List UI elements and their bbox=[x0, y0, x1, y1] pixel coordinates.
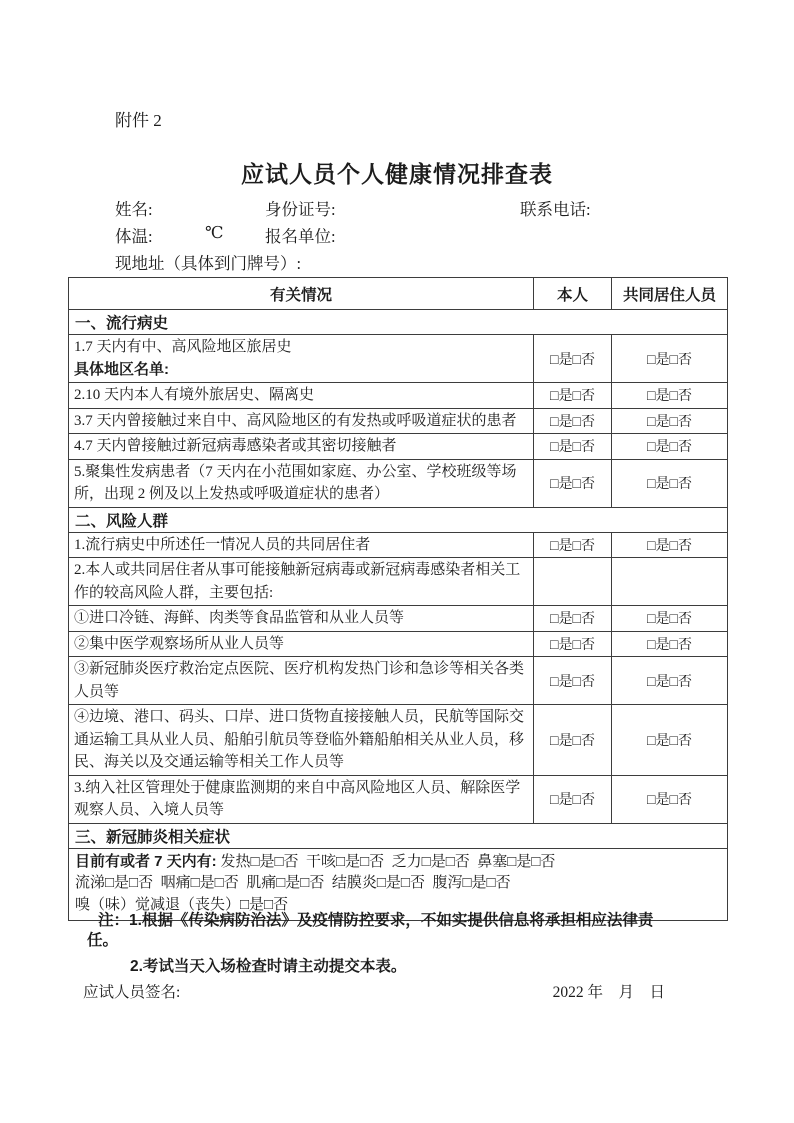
question-cell bbox=[69, 532, 534, 558]
question-row bbox=[69, 434, 728, 460]
question-row bbox=[69, 705, 728, 776]
signature-label: 应试人员签名: bbox=[83, 983, 181, 1001]
header-self: 本人 bbox=[534, 278, 612, 310]
question-row bbox=[69, 532, 728, 558]
question-subline-bold: 具体地区名单: bbox=[74, 360, 169, 378]
cohabitant-checkbox-cell bbox=[612, 558, 728, 606]
self-checkbox-cell bbox=[534, 558, 612, 606]
question-row bbox=[69, 408, 728, 434]
self-checkbox-cell: □是□否 bbox=[534, 775, 612, 823]
table-body bbox=[69, 310, 728, 921]
symptom-line: 嗅（味）觉减退（丧失）□是□否 bbox=[75, 897, 289, 913]
self-checkbox-cell: □是□否 bbox=[534, 383, 612, 409]
cohabitant-checkbox-cell: □是□否 bbox=[612, 532, 728, 558]
question-text: 5.聚集性发病患者（7 天内在小范围如家庭、办公室、学校班级等场所，出现 2 例及以上发热或呼吸道症状的患者） bbox=[74, 463, 517, 502]
id-number-label: 身份证号: bbox=[265, 200, 336, 219]
registration-unit-label: 报名单位: bbox=[265, 227, 336, 246]
symptoms-prefix: 目前有或者 7 天内有: bbox=[75, 852, 217, 870]
cohabitant-checkbox-cell: □是□否 bbox=[612, 383, 728, 409]
cohabitant-checkbox-cell: □是□否 bbox=[612, 408, 728, 434]
cohabitant-checkbox-cell: □是□否 bbox=[612, 606, 728, 632]
question-cell bbox=[69, 775, 534, 823]
question-text: ②集中医学观察场所从业人员等 bbox=[74, 635, 285, 652]
screening-table bbox=[68, 277, 728, 921]
question-row bbox=[69, 657, 728, 705]
question-text: 2.本人或共同居住者从事可能接触新冠病毒或新冠病毒感染者相关工作的较高风险人群，主要包括: bbox=[74, 562, 521, 601]
symptoms-row bbox=[69, 848, 728, 920]
cohabitant-checkbox-cell: □是□否 bbox=[612, 657, 728, 705]
name-label: 姓名: bbox=[115, 200, 153, 219]
address-label: 现地址（具体到门牌号）: bbox=[115, 254, 302, 273]
question-row bbox=[69, 383, 728, 409]
question-cell bbox=[69, 606, 534, 632]
symptom-line: 流涕□是□否 咽痛□是□否 肌痛□是□否 结膜炎□是□否 腹泻□是□否 bbox=[75, 875, 511, 892]
symptoms-cell bbox=[69, 848, 728, 920]
question-cell bbox=[69, 434, 534, 460]
date-text: 2022 年 月 日 bbox=[552, 983, 665, 1001]
question-text: 4.7 天内曾接触过新冠病毒感染者或其密切接触者 bbox=[74, 438, 397, 454]
footer-note-2: 2.考试当天入场检查时请主动提交本表。 bbox=[130, 957, 407, 975]
cohabitant-checkbox-cell: □是□否 bbox=[612, 434, 728, 460]
question-text: 2.10 天内本人有境外旅居史、隔离史 bbox=[74, 387, 315, 403]
temperature-unit: ℃ bbox=[205, 223, 224, 242]
question-row bbox=[69, 631, 728, 657]
signature-row bbox=[83, 980, 665, 1002]
section-heading: 二、风险人群 bbox=[69, 507, 728, 532]
section-row bbox=[69, 823, 728, 848]
cohabitant-checkbox-cell: □是□否 bbox=[612, 705, 728, 776]
self-checkbox-cell: □是□否 bbox=[534, 408, 612, 434]
question-cell bbox=[69, 558, 534, 606]
question-text: ①进口冷链、海鲜、肉类等食品监管和从业人员等 bbox=[74, 610, 405, 626]
section-row bbox=[69, 310, 728, 335]
cohabitant-checkbox-cell: □是□否 bbox=[612, 459, 728, 507]
question-text: 1.流行病史中所述任一情况人员的共同居住者 bbox=[74, 536, 371, 553]
applicant-info bbox=[115, 196, 755, 277]
question-text: 1.7 天内有中、高风险地区旅居史 bbox=[74, 339, 292, 355]
section-row bbox=[69, 507, 728, 532]
question-text: ④边境、港口、码头、口岸、进口货物直接接触人员，民航等国际交通运输工具从业人员、船舶引航员等登临外籍船舶相关从业人员，移民、海关以及交通运输等相关工作人员等 bbox=[74, 709, 525, 770]
info-row-3 bbox=[115, 250, 755, 277]
table-header-row bbox=[69, 278, 728, 310]
question-row bbox=[69, 775, 728, 823]
self-checkbox-cell: □是□否 bbox=[534, 606, 612, 632]
question-row bbox=[69, 459, 728, 507]
question-cell bbox=[69, 383, 534, 409]
symptom-line: 目前有或者 7 天内有: 发热□是□否 干咳□是□否 乏力□是□否 鼻塞□是□否 bbox=[75, 852, 556, 870]
self-checkbox-cell: □是□否 bbox=[534, 705, 612, 776]
cohabitant-checkbox-cell: □是□否 bbox=[612, 335, 728, 383]
self-checkbox-cell: □是□否 bbox=[534, 335, 612, 383]
question-row bbox=[69, 606, 728, 632]
self-checkbox-cell: □是□否 bbox=[534, 459, 612, 507]
self-checkbox-cell: □是□否 bbox=[534, 532, 612, 558]
question-cell bbox=[69, 459, 534, 507]
attachment-label: 附件 2 bbox=[115, 111, 162, 130]
page-title: 应试人员个人健康情况排查表 bbox=[241, 162, 553, 187]
header-cohabitant: 共同居住人员 bbox=[612, 278, 728, 310]
header-situation: 有关情况 bbox=[69, 278, 534, 310]
self-checkbox-cell: □是□否 bbox=[534, 657, 612, 705]
footer bbox=[0, 911, 794, 1002]
info-row-2 bbox=[115, 223, 755, 250]
question-cell bbox=[69, 705, 534, 776]
temperature-label: 体温: bbox=[115, 227, 153, 246]
section-heading: 一、流行病史 bbox=[69, 310, 728, 335]
question-row bbox=[69, 558, 728, 606]
section-heading: 三、新冠肺炎相关症状 bbox=[69, 823, 728, 848]
question-text: 3.纳入社区管理处于健康监测期的来自中高风险地区人员、解除医学观察人员、入境人员等 bbox=[74, 779, 521, 818]
question-text: ③新冠肺炎医疗救治定点医院、医疗机构发热门诊和急诊等相关各类人员等 bbox=[74, 661, 525, 700]
question-cell bbox=[69, 657, 534, 705]
question-cell bbox=[69, 408, 534, 434]
footer-note-1: 注：1.根据《传染病防治法》及疫情防控要求，不如实提供信息将承担相应法律责任。 bbox=[87, 912, 654, 950]
self-checkbox-cell: □是□否 bbox=[534, 434, 612, 460]
question-cell bbox=[69, 631, 534, 657]
cohabitant-checkbox-cell: □是□否 bbox=[612, 631, 728, 657]
question-text: 3.7 天内曾接触过来自中、高风险地区的有发热或呼吸道症状的患者 bbox=[74, 412, 517, 429]
phone-label: 联系电话: bbox=[520, 200, 591, 219]
question-row bbox=[69, 335, 728, 383]
info-row-1 bbox=[115, 196, 755, 223]
self-checkbox-cell: □是□否 bbox=[534, 631, 612, 657]
cohabitant-checkbox-cell: □是□否 bbox=[612, 775, 728, 823]
screening-table-wrap bbox=[68, 277, 728, 921]
question-cell bbox=[69, 335, 534, 383]
